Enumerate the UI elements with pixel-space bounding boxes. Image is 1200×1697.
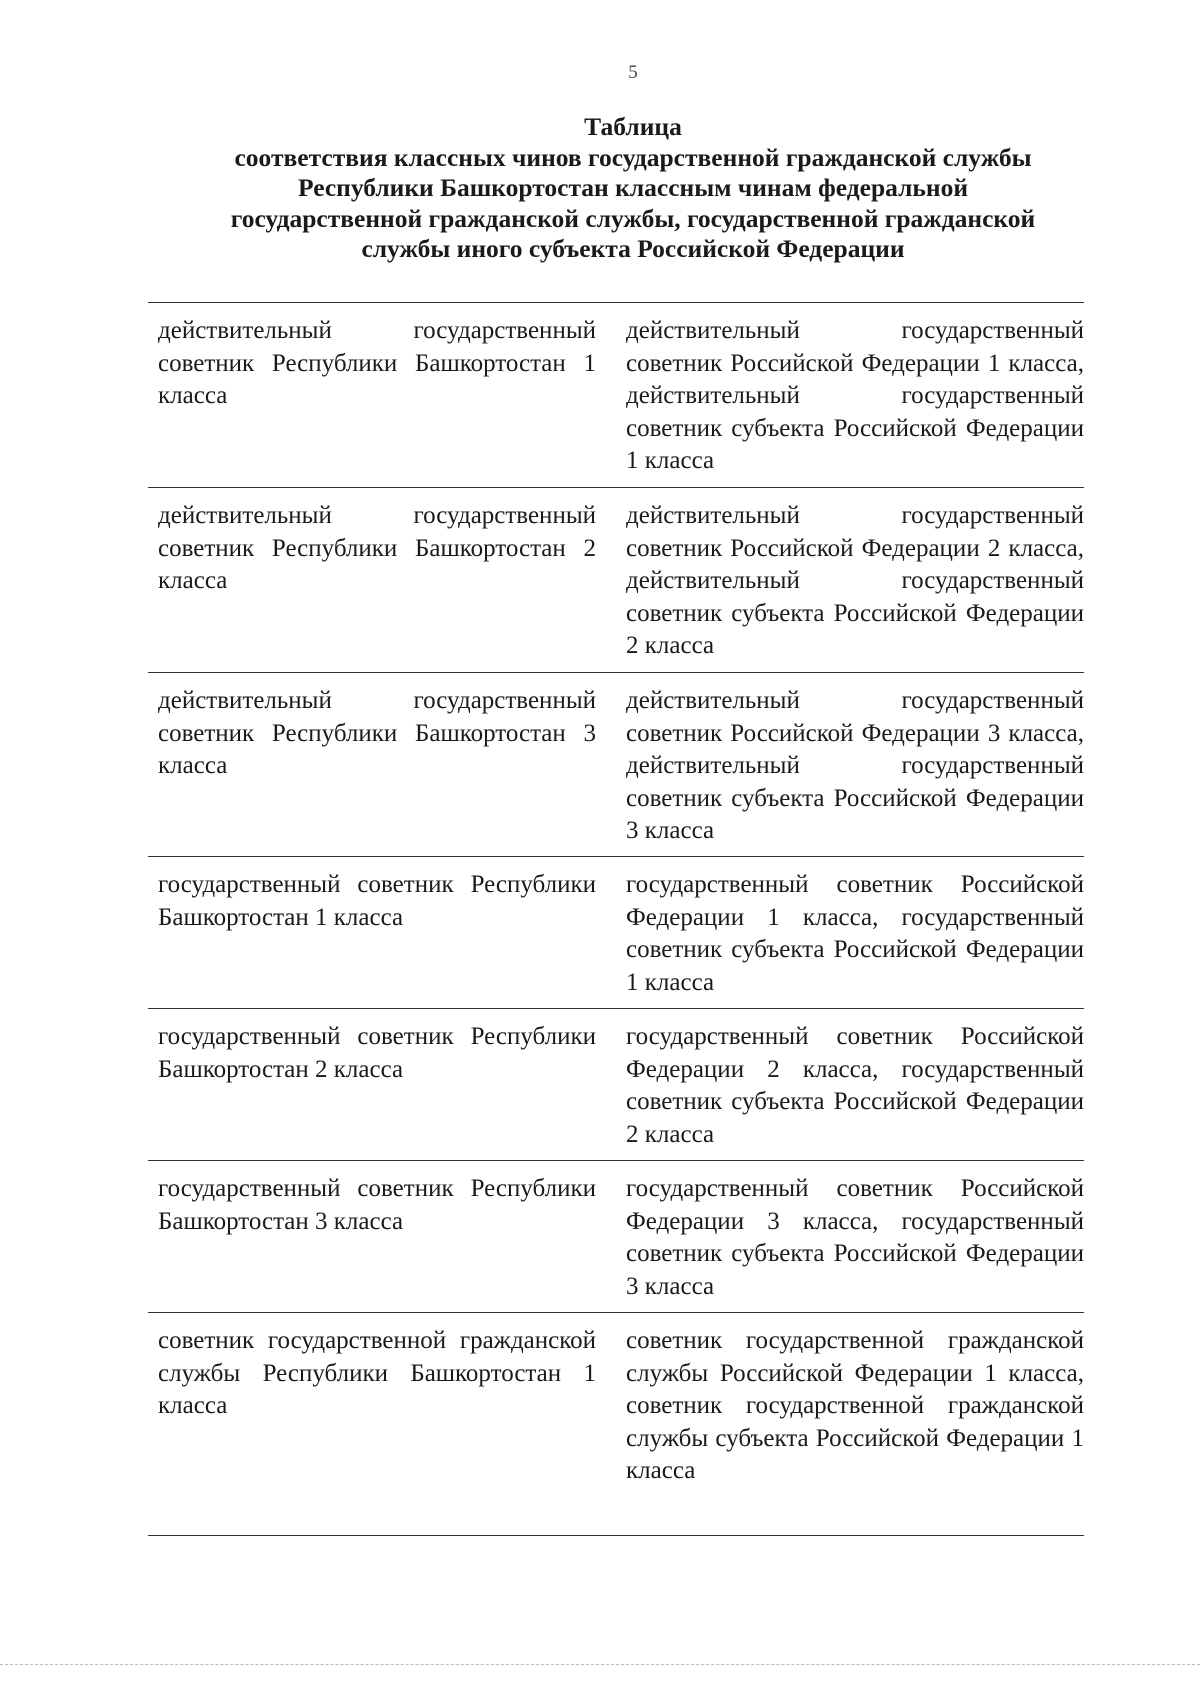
federal-rank-cell: действительный государственный советник Российской Федерации 2 класса, действительный государственный советник субъекта Российской Федерации 2 класса xyxy=(626,502,1084,659)
bashkortostan-rank-cell: советник государственной гражданской службы Республики Башкортостан 1 класса xyxy=(158,1327,596,1419)
bashkortostan-rank-cell: государственный советник Республики Башкортостан 2 класса xyxy=(158,1023,596,1083)
federal-rank-cell: государственный советник Российской Федерации 3 класса, государственный советник субъекта Российской Федерации 3 класса xyxy=(626,1175,1084,1300)
federal-rank-cell: государственный советник Российской Федерации 1 класса, государственный советник субъекта Российской Федерации 1 класса xyxy=(626,871,1084,996)
federal-rank-cell: действительный государственный советник Российской Федерации 3 класса, действительный государственный советник субъекта Российской Федерации 3 класса xyxy=(626,687,1084,844)
federal-rank-cell: государственный советник Российской Федерации 2 класса, государственный советник субъекта Российской Федерации 2 класса xyxy=(626,1023,1084,1148)
bashkortostan-rank-cell: действительный государственный советник Республики Башкортостан 2 класса xyxy=(158,502,596,594)
federal-rank-cell: действительный государственный советник Российской Федерации 1 класса, действительный государственный советник субъекта Российской Федерации 1 класса xyxy=(626,317,1084,474)
table-row xyxy=(148,488,1084,673)
document-heading xyxy=(150,112,1116,265)
heading-title: Таблица xyxy=(584,112,682,141)
federal-rank-cell: советник государственной гражданской службы Российской Федерации 1 класса, советник государственной гражданской службы субъекта Российской Федерации 1 класса xyxy=(626,1327,1084,1484)
bashkortostan-rank-cell: действительный государственный советник Республики Башкортостан 1 класса xyxy=(158,317,596,409)
page-number: 5 xyxy=(628,62,638,83)
table-row xyxy=(148,1009,1084,1161)
bashkortostan-rank-cell: государственный советник Республики Башкортостан 3 класса xyxy=(158,1175,596,1235)
bashkortostan-rank-cell: действительный государственный советник Республики Башкортостан 3 класса xyxy=(158,687,596,779)
table-row xyxy=(148,303,1084,488)
heading-subtitle-line-1: соответствия классных чинов государственной гражданской службы xyxy=(234,142,1032,172)
table-row xyxy=(148,857,1084,1009)
table-row xyxy=(148,1313,1084,1536)
rank-correspondence-table xyxy=(148,302,1084,1536)
heading-subtitle-line-4: службы иного субъекта Российской Федерации xyxy=(361,234,905,263)
heading-subtitle-line-2: Республики Башкортостан классным чинам федеральной xyxy=(297,173,969,202)
scan-edge-divider xyxy=(0,1664,1200,1665)
table-row xyxy=(148,673,1084,857)
bashkortostan-rank-cell: государственный советник Республики Башкортостан 1 класса xyxy=(158,871,596,931)
heading-subtitle-line-3: государственной гражданской службы, государственной гражданской xyxy=(230,203,1036,233)
table-row xyxy=(148,1161,1084,1313)
